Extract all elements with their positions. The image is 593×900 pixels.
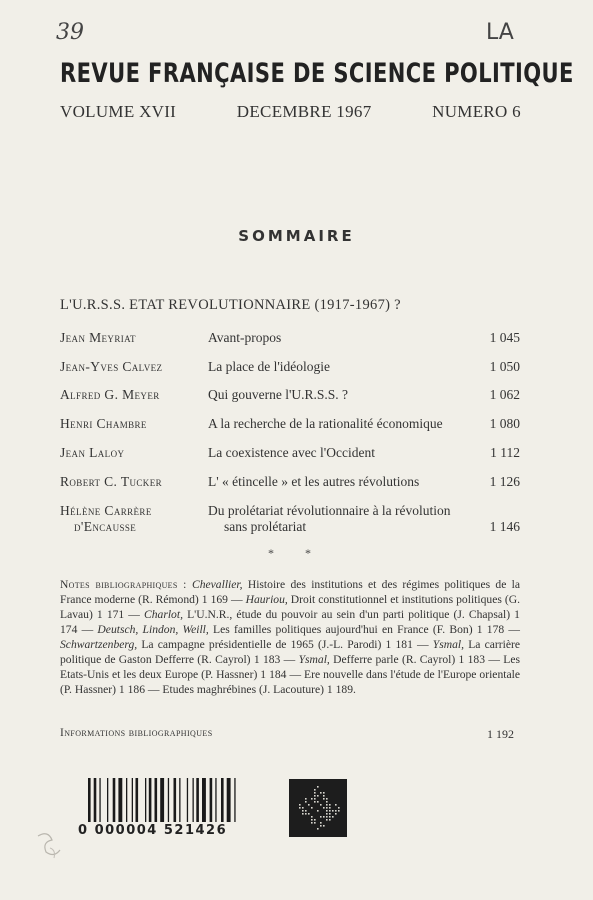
barcode-bar bbox=[227, 778, 231, 822]
dot-code-dot bbox=[323, 825, 325, 827]
dot-code-dot bbox=[329, 810, 331, 812]
dot-code-dot bbox=[335, 810, 337, 812]
dot-code-dot bbox=[311, 819, 313, 821]
barcode-bar bbox=[149, 778, 152, 822]
dot-code-dot bbox=[329, 813, 331, 815]
dot-code-dot bbox=[299, 807, 301, 809]
barcode-bar bbox=[94, 778, 97, 822]
toc-title: La coexistence avec l'Occident bbox=[208, 445, 375, 460]
barcode-bar bbox=[132, 778, 133, 822]
dot-code-dot bbox=[317, 795, 319, 797]
dot-code-dot bbox=[308, 804, 310, 806]
barcode-bar bbox=[196, 778, 199, 822]
toc-author-line1: Hélène Carrère bbox=[60, 503, 152, 518]
dot-code-dot bbox=[332, 810, 334, 812]
dot-code-dot bbox=[317, 810, 319, 812]
toc-title: L' « étincelle » et les autres révolutions bbox=[208, 474, 420, 489]
notes-text: La campagne présidentielle de 1965 (J.-L. Parodi) 1 181 — bbox=[137, 638, 433, 651]
dot-code-dot bbox=[320, 816, 322, 818]
notes-label: Notes bibliographiques : bbox=[60, 578, 187, 591]
dot-code-dot bbox=[314, 795, 316, 797]
toc-page: 1 112 bbox=[490, 445, 520, 460]
dot-code-dot bbox=[320, 804, 322, 806]
notes-text: L'U.N.R., étude du pouvoir au sein d'un parti politique (J. Chapsal) 1 174 — bbox=[60, 608, 520, 636]
toc-author: Alfred G. Meyer bbox=[60, 387, 160, 402]
notes-author: Hauriou, bbox=[245, 593, 288, 606]
dot-code-dot bbox=[323, 792, 325, 794]
toc-title: A la recherche de la rationalité économique bbox=[208, 416, 443, 431]
sommaire-heading: SOMMAIRE bbox=[238, 227, 355, 245]
toc-title bbox=[208, 503, 483, 535]
toc-author: Jean Meyriat bbox=[60, 330, 136, 345]
dot-code-dot bbox=[317, 828, 319, 830]
dot-code-dot bbox=[326, 807, 328, 809]
handwritten-initials: LA bbox=[486, 20, 514, 45]
barcode-bar bbox=[221, 778, 224, 822]
toc-page: 1 050 bbox=[489, 359, 520, 374]
separator-stars: * * bbox=[268, 546, 325, 560]
issue-volume: VOLUME XVII bbox=[60, 102, 177, 121]
issue-line bbox=[60, 102, 521, 122]
dot-code-dot bbox=[314, 792, 316, 794]
barcode-bar bbox=[179, 778, 180, 822]
dot-code-dot bbox=[320, 825, 322, 827]
dot-code-dot bbox=[320, 822, 322, 824]
barcode-number: 0 000004 521426 bbox=[78, 823, 228, 838]
barcode-bar bbox=[202, 778, 206, 822]
toc-page: 1 080 bbox=[489, 416, 520, 431]
dot-code-dot bbox=[329, 804, 331, 806]
dot-code-dot bbox=[317, 786, 319, 788]
issue-date: DECEMBRE 1967 bbox=[236, 102, 372, 121]
dot-code-dot bbox=[326, 798, 328, 800]
dot-code-dot bbox=[329, 807, 331, 809]
dot-code-dot bbox=[311, 798, 313, 800]
barcode-bar bbox=[136, 778, 139, 822]
dot-code-dot bbox=[329, 819, 331, 821]
dot-code-dot bbox=[311, 822, 313, 824]
barcode-bar bbox=[118, 778, 122, 822]
notes-author: Ysmal, bbox=[432, 638, 465, 651]
dot-code-dot bbox=[323, 807, 325, 809]
toc-page: 1 045 bbox=[489, 330, 520, 345]
toc-author: Jean Laloy bbox=[60, 445, 125, 460]
dot-code-dot bbox=[314, 819, 316, 821]
toc-page: 1 126 bbox=[489, 474, 520, 489]
dot-code-dot bbox=[338, 807, 340, 809]
toc-title: La place de l'idéologie bbox=[208, 359, 331, 374]
dot-code-dot bbox=[305, 810, 307, 812]
barcode-bar bbox=[160, 778, 164, 822]
barcode-bar bbox=[168, 778, 169, 822]
barcode-bar bbox=[155, 778, 158, 822]
barcode-bar bbox=[215, 778, 216, 822]
dot-code-dot bbox=[329, 816, 331, 818]
notes-text: Defferre parle (R. Cayrol) 1 183 — Les Etats-Unis et les deux Europe (P. Hassner) 1 184 — Ere nouvelle dans l'étude de l'Europe orientale (P. Hassner) 1 186 — Etudes maghrébines (J. Lacouture) 1 189. bbox=[60, 653, 520, 696]
barcode-bar bbox=[113, 778, 116, 822]
toc-author: Henri Chambre bbox=[60, 416, 147, 431]
dot-code-dot bbox=[314, 822, 316, 824]
dot-code-dot bbox=[317, 801, 319, 803]
dot-code-dot bbox=[302, 810, 304, 812]
pencil-doodle bbox=[30, 826, 70, 866]
dot-code-dot bbox=[311, 807, 313, 809]
dot-code-dot bbox=[314, 789, 316, 791]
dot-code-dot bbox=[326, 819, 328, 821]
dot-code-dot bbox=[302, 807, 304, 809]
toc-author: Robert C. Tucker bbox=[60, 474, 162, 489]
barcode-bar bbox=[193, 778, 194, 822]
dot-code-dot bbox=[305, 813, 307, 815]
toc-page: 1 062 bbox=[489, 387, 520, 402]
dot-code-dot bbox=[326, 804, 328, 806]
issue-number: NUMERO 6 bbox=[432, 102, 521, 121]
dot-code-dot bbox=[302, 813, 304, 815]
barcode-bar bbox=[174, 778, 177, 822]
notes-author: Deutsch, Lindon, Weill, bbox=[97, 623, 209, 636]
dot-code-dot bbox=[335, 804, 337, 806]
dot-code-dot bbox=[320, 792, 322, 794]
informations-label: Informations bibliographiques bbox=[60, 727, 213, 739]
barcode-bar bbox=[145, 778, 146, 822]
toc-title-line2: sans prolétariat bbox=[224, 519, 307, 534]
toc-author bbox=[60, 503, 152, 535]
notes-text: Droit constitutionnel et institutions politiques (G. Lavau) 1 171 — bbox=[60, 593, 520, 621]
section-heading: L'U.R.S.S. ETAT REVOLUTIONNAIRE (1917-1967) ? bbox=[60, 297, 401, 313]
dot-code-dot bbox=[326, 813, 328, 815]
toc-author-line2: d'Encausse bbox=[74, 519, 137, 534]
barcode-bar bbox=[99, 778, 100, 822]
toc-author: Jean-Yves Calvez bbox=[60, 359, 163, 374]
notes-text: La carrière politique de Gaston Defferre (R. Cayrol) 1 183 — bbox=[60, 638, 520, 666]
barcode-bar bbox=[107, 778, 108, 822]
notes-text: Les familles politiques aujourd'hui en France (F. Bon) 1 178 — bbox=[208, 623, 521, 636]
barcode-bar bbox=[210, 778, 213, 822]
barcode-bar bbox=[88, 778, 91, 822]
dot-code-dot bbox=[305, 801, 307, 803]
informations-page: 1 192 bbox=[487, 727, 514, 741]
dot-code-dot bbox=[308, 813, 310, 815]
dot-code-dot bbox=[311, 816, 313, 818]
toc-title: Qui gouverne l'U.R.S.S. ? bbox=[208, 387, 349, 402]
dot-code-dot bbox=[323, 798, 325, 800]
dot-code-dot bbox=[314, 798, 316, 800]
bibliographic-notes bbox=[60, 577, 520, 697]
dot-code-graphic bbox=[289, 779, 347, 837]
dot-code-dot bbox=[326, 816, 328, 818]
dot-code-dot bbox=[305, 798, 307, 800]
notes-author: Schwartzenberg, bbox=[60, 638, 138, 651]
notes-author: Chevallier, bbox=[191, 578, 243, 591]
toc-title: Avant-propos bbox=[208, 330, 282, 345]
dot-code-dot bbox=[299, 804, 301, 806]
journal-title: REVUE FRANÇAISE DE SCIENCE POLITIQUE bbox=[60, 58, 574, 89]
barcode-bar bbox=[234, 778, 235, 822]
dot-code-dot bbox=[335, 813, 337, 815]
notes-author: Charlot, bbox=[144, 608, 183, 621]
dot-code-dot bbox=[338, 810, 340, 812]
toc-title-line1: Du prolétariat révolutionnaire à la révolution bbox=[208, 503, 451, 518]
dot-code-dot bbox=[314, 801, 316, 803]
barcode-bar bbox=[126, 778, 127, 822]
toc-page: 1 146 bbox=[489, 519, 520, 534]
handwritten-number: 39 bbox=[56, 20, 84, 45]
notes-text: Histoire des institutions et des régimes politiques de la France moderne (R. Rémond) 1 169 — bbox=[60, 578, 520, 606]
barcode-bar bbox=[187, 778, 188, 822]
dot-code-dot bbox=[326, 801, 328, 803]
dot-code-dot bbox=[323, 816, 325, 818]
dot-code-dot bbox=[323, 795, 325, 797]
notes-author: Ysmal, bbox=[298, 653, 330, 666]
dot-code-dot bbox=[332, 816, 334, 818]
dot-code-dot bbox=[326, 810, 328, 812]
